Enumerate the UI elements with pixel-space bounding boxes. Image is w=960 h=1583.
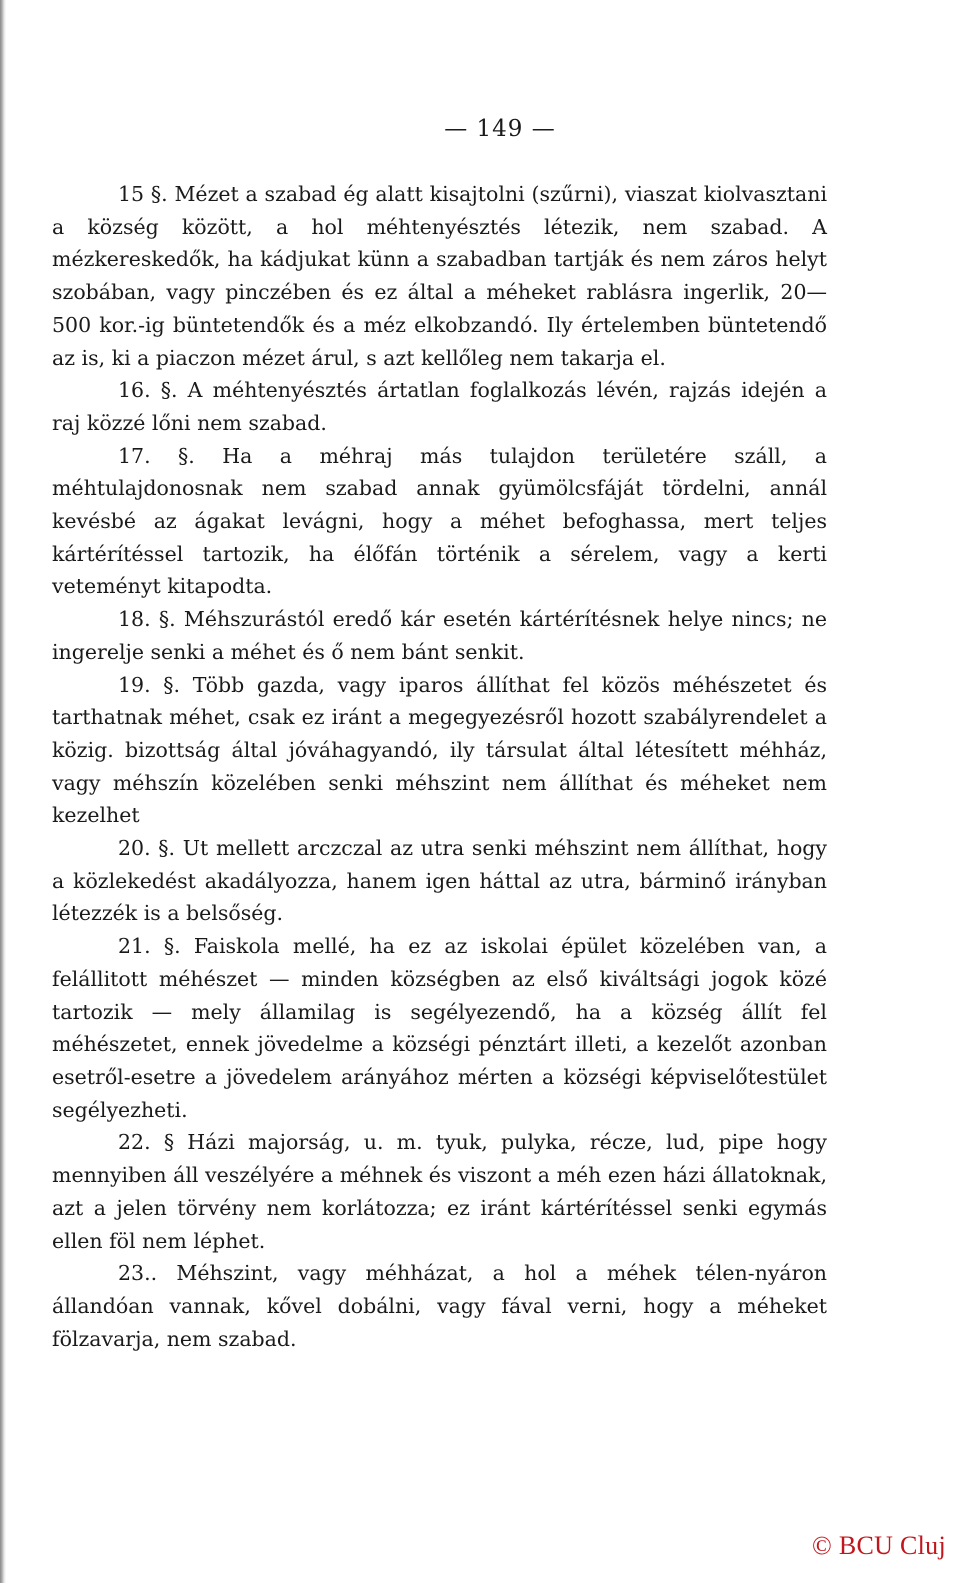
scan-edge (0, 0, 6, 1583)
paragraph-20: 20. §. Ut mellett arczczal az utra senki méhszint nem állíthat, hogy a közlekedést akadályozza, hanem igen háttal az utra, bárminő irányban létezzék is a belsőség. (52, 836, 827, 926)
paragraph-15: 15 §. Mézet a szabad ég alatt kisajtolni (szűrni), viaszat kiolvasztani a község között, a hol méhtenyésztés létezik, nem szabad. A mézkereskedők, ha kádjukat künn a szabadban tartják és nem záros helyt szobában, vagy pinczében és ez által a méheket rablásra ingerlik, 20—500 kor.-ig büntetendők és a méz elkobzandó. Ily értelemben büntetendő az is, ki a piaczon mézet árul, s azt kellőleg nem takarja el. (52, 182, 827, 370)
paragraph-22: 22. § Házi majorság, u. m. tyuk, pulyka, récze, lud, pipe hogy mennyiben áll veszélyére a méhnek és viszont a méh ezen házi állatoknak, azt a jelen törvény nem korlátozza; ez iránt kártérítéssel senki egymás ellen föl nem léphet. (52, 1130, 827, 1253)
paragraph-17: 17. §. Ha a méhraj más tulajdon területére száll, a méhtulajdonosnak nem szabad annak gyümölcsfáját tördelni, annál kevésbé az ágakat levágni, hogy a méhet befoghassa, mert teljes kártérítéssel tartozik, ha élőfán történik a sérelem, vagy a kerti veteményt kitapodta. (52, 443, 827, 599)
paragraph-23: 23.. Méhszint, vagy méhházat, a hol a méhek télen-nyáron állandóan vannak, kővel dobálni, vagy fával verni, hogy a méheket fölzavarja, nem szabad. (52, 1261, 827, 1351)
paragraph-19: 19. §. Több gazda, vagy iparos állíthat fel közös méhészetet és tarthatnak méhet, csak ez iránt a megegyezésről hozott szabályrendelet a közig. bizottság által jóváhagyandó, ily társulat által létesített méhház, vagy méhszín közelében senki méhszint nem állíthat és méheket nem kezelhet (52, 672, 827, 828)
paragraph-21: 21. §. Faiskola mellé, ha ez az iskolai épület közelében van, a felállitott méhészet — minden községben az első kiváltsági jogok közé tartozik — mely államilag is segélyezendő, ha a község állít fel méhészetet, ennek jövedelme a községi pénztárt illeti, a kezelőt azonban esetről-esetre a jövedelem arányához mérten a községi képviselőtestület segélyezheti. (52, 934, 827, 1122)
watermark: © BCU Cluj (811, 1531, 946, 1560)
page-number: — 149 — (444, 116, 556, 142)
paragraph-18: 18. §. Méhszurástól eredő kár esetén kártérítésnek helye nincs; ne ingerelje senki a méhet és ő nem bánt senkit. (52, 607, 827, 664)
paragraph-16: 16. §. A méhtenyésztés ártatlan foglalkozás lévén, rajzás idején a raj közzé lőni nem szabad. (52, 378, 827, 435)
document-body (52, 178, 827, 1355)
